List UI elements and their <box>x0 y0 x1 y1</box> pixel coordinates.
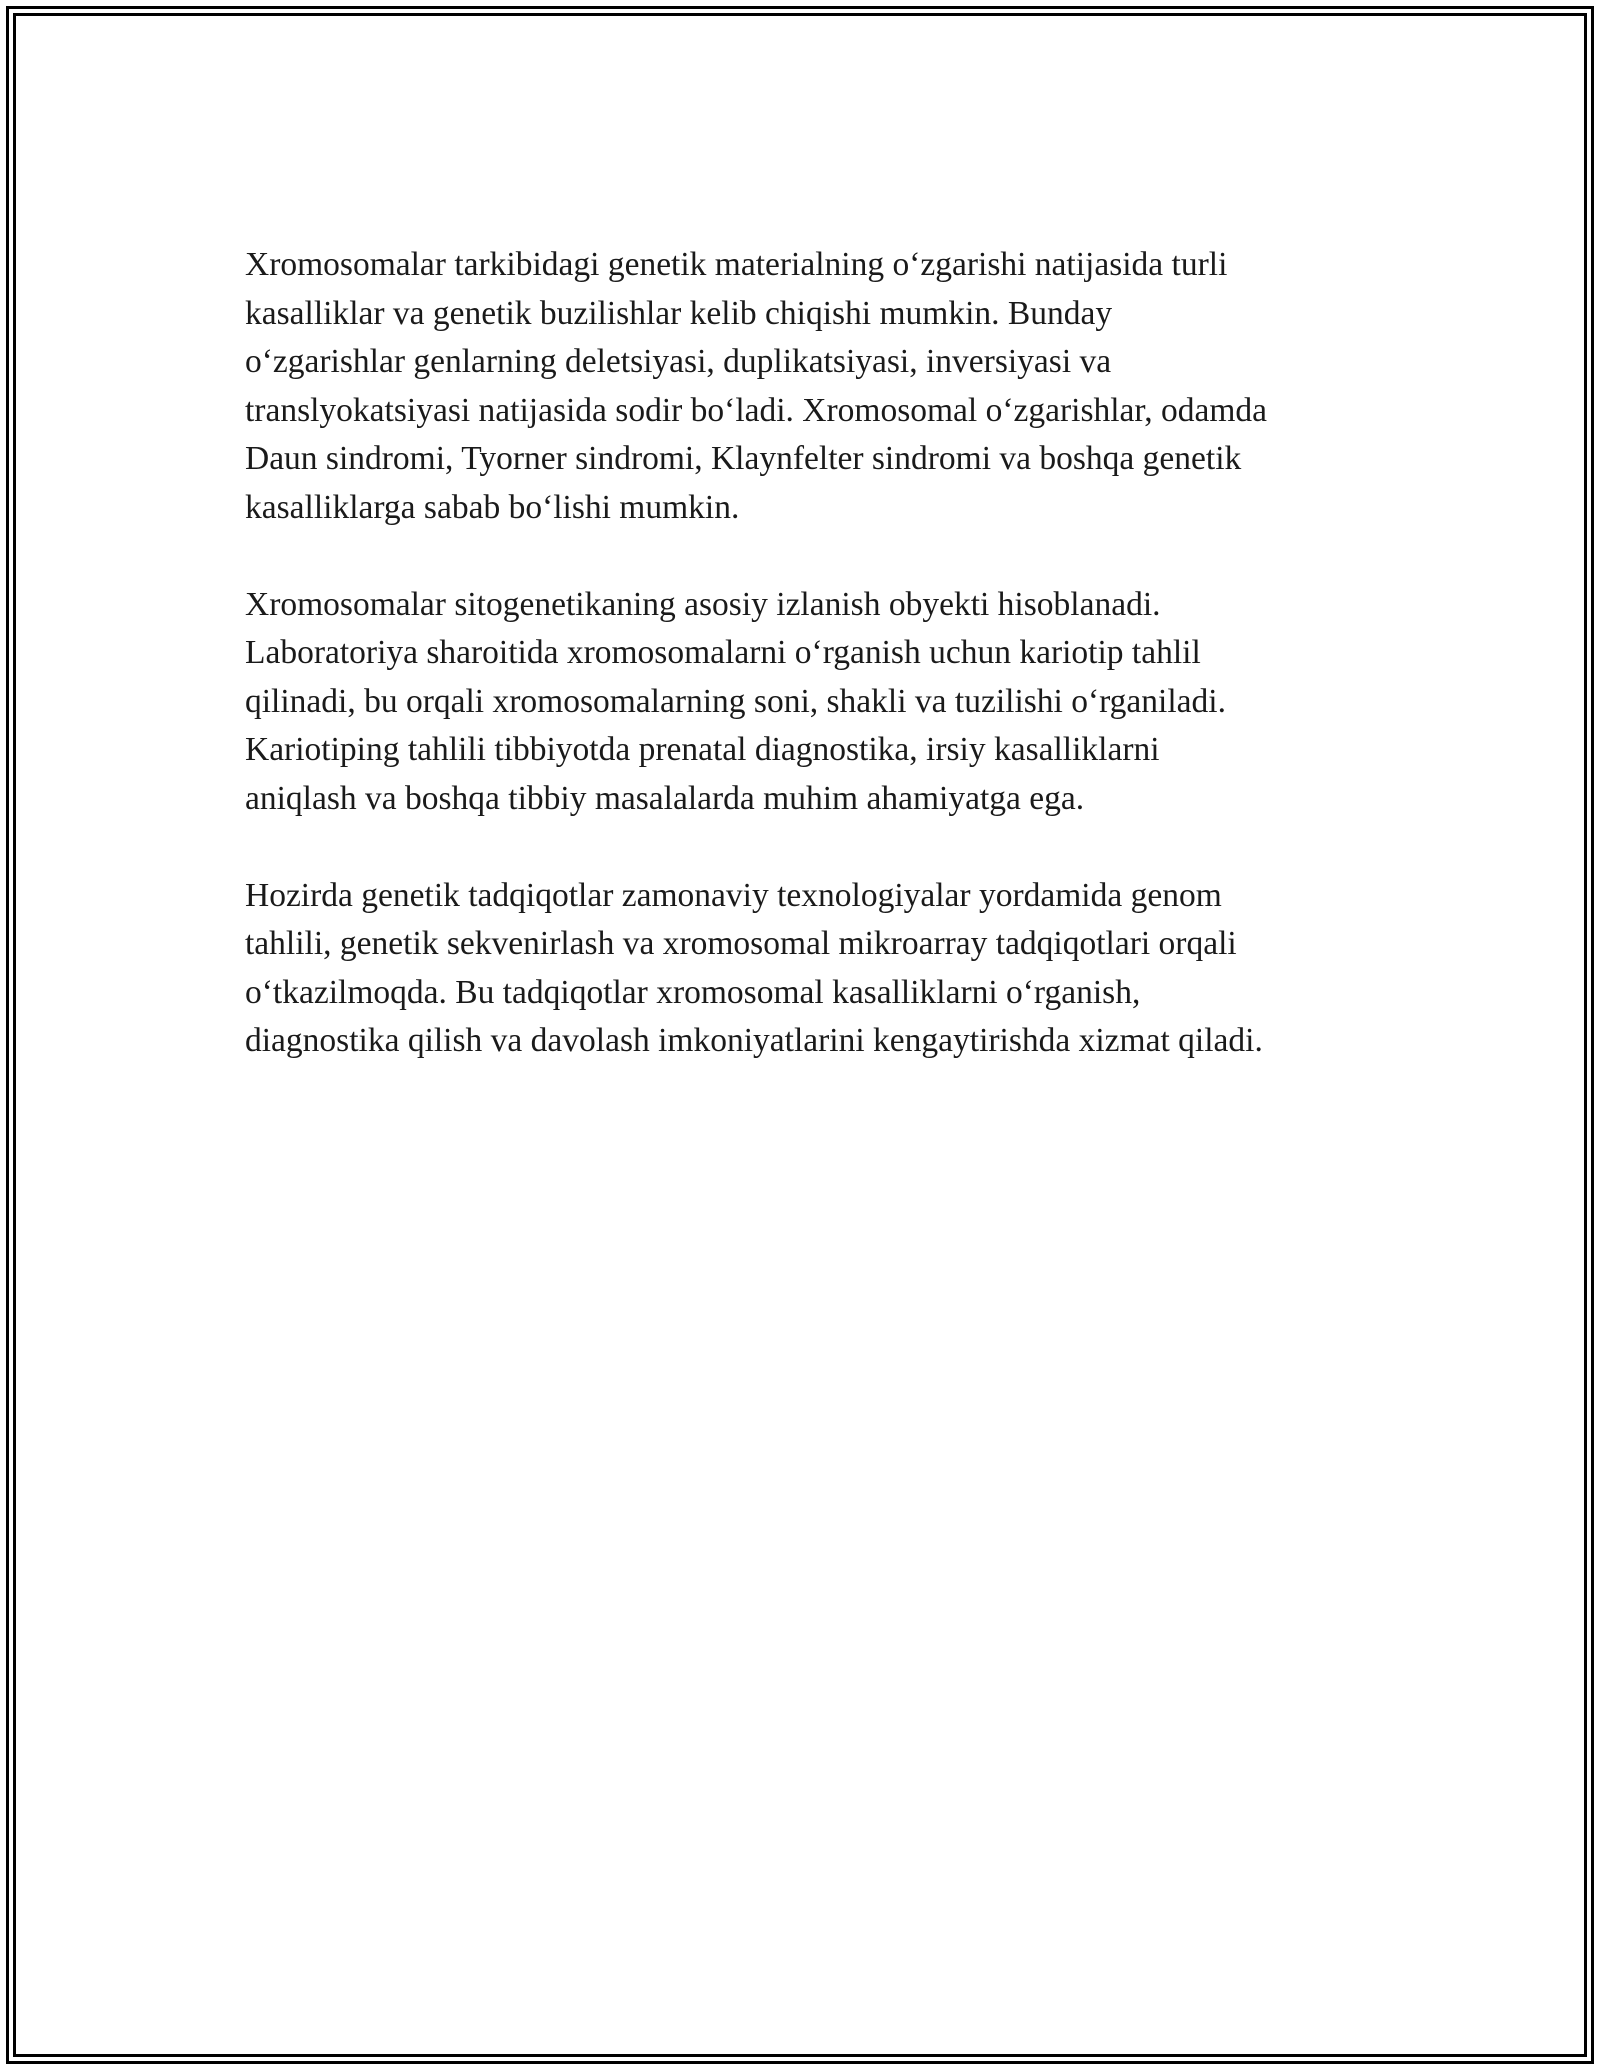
document-body <box>245 241 1385 1114</box>
text-line: kasalliklarga sabab bo‘lishi mumkin. <box>245 488 740 526</box>
text-line: Xromosomalar sitogenetikaning asosiy izlanish obyekti hisoblanadi. <box>245 585 1161 623</box>
text-line: Kariotiping tahlili tibbiyotda prenatal diagnostika, irsiy kasalliklarni <box>245 731 1160 768</box>
text-line: aniqlash va boshqa tibbiy masalalarda muhim ahamiyatga ega. <box>245 779 1085 817</box>
text-line: o‘zgarishlar genlarning deletsiyasi, duplikatsiyasi, inversiyasi va <box>245 343 1112 380</box>
text-line: Xromosomalar tarkibidagi genetik materialning o‘zgarishi natijasida turli <box>245 246 1228 283</box>
text-line: Laboratoriya sharoitida xromosomalarni o‘rganish uchun kariotip tahlil <box>245 634 1201 671</box>
text-line: translyokatsiyasi natijasida sodir bo‘ladi. Xromosomal o‘zgarishlar, odamda <box>245 391 1268 429</box>
paragraph-3 <box>245 872 1385 1066</box>
page-border <box>6 6 1594 2064</box>
paragraph-2 <box>245 581 1385 824</box>
text-line: Hozirda genetik tadqiqotlar zamonaviy texnologiyalar yordamida genom <box>245 876 1222 914</box>
paragraph-1 <box>245 241 1385 532</box>
text-line: diagnostika qilish va davolash imkoniyatlarini kengaytirishda xizmat qiladi. <box>245 1022 1263 1059</box>
text-line: qilinadi, bu orqali xromosomalarning soni, shakli va tuzilishi o‘rganiladi. <box>245 682 1226 720</box>
text-line: kasalliklar va genetik buzilishlar kelib chiqishi mumkin. Bunday <box>245 294 1113 332</box>
text-line: Daun sindromi, Tyorner sindromi, Klaynfelter sindromi va boshqa genetik <box>245 440 1242 477</box>
text-line: tahlili, genetik sekvenirlash va xromosomal mikroarray tadqiqotlari orqali <box>245 925 1237 962</box>
text-line: o‘tkazilmoqda. Bu tadqiqotlar xromosomal kasalliklarni o‘rganish, <box>245 973 1141 1011</box>
